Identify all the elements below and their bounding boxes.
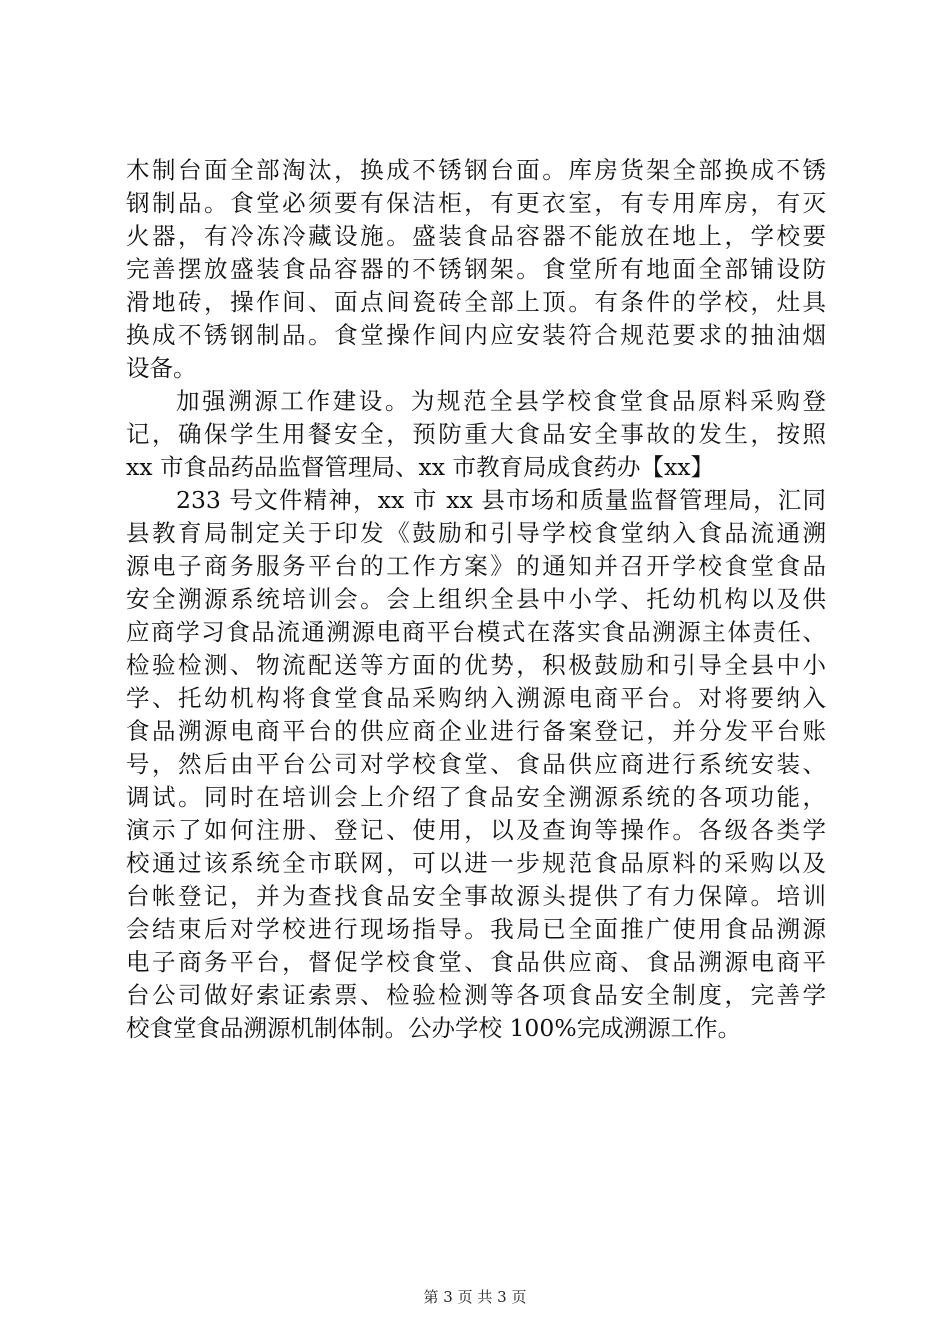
text-line: 加强溯源工作建设。为规范全县学校食堂食品原料采购登 bbox=[176, 387, 826, 415]
text-line: 换成不锈钢制品。食堂操作间内应安装符合规范要求的抽油烟 bbox=[126, 321, 826, 349]
text-line: 食品溯源电商平台的供应商企业进行备案登记，并分发平台账 bbox=[126, 717, 826, 745]
text-line: 会结束后对学校进行现场指导。我局已全面推广使用食品溯源 bbox=[126, 915, 826, 943]
text-line: 校食堂食品溯源机制体制。公办学校 100%完成溯源工作。 bbox=[126, 1014, 742, 1042]
text-line: 应商学习食品流通溯源电商平台模式在落实食品溯源主体责任、 bbox=[126, 618, 826, 646]
text-line: 检验检测、物流配送等方面的优势，积极鼓励和引导全县中小 bbox=[126, 651, 826, 679]
text-line: 完善摆放盛装食品容器的不锈钢架。食堂所有地面全部铺设防 bbox=[126, 255, 826, 283]
text-line: 调试。同时在培训会上介绍了食品安全溯源系统的各项功能， bbox=[126, 783, 826, 811]
text-line: xx 市食品药品监督管理局、xx 市教育局成食药办【xx】 bbox=[126, 453, 714, 481]
page-footer: 第 3 页 共 3 页 bbox=[423, 1288, 527, 1306]
document-body bbox=[126, 154, 826, 1045]
text-line: 设备。 bbox=[126, 354, 197, 382]
text-line: 县教育局制定关于印发《鼓励和引导学校食堂纳入食品流通溯 bbox=[126, 519, 826, 547]
text-line: 学、托幼机构将食堂食品采购纳入溯源电商平台。对将要纳入 bbox=[126, 684, 826, 712]
text-line: 滑地砖，操作间、面点间瓷砖全部上顶。有条件的学校，灶具 bbox=[126, 288, 826, 316]
text-line: 233 号文件精神，xx 市 xx 县市场和质量监督管理局，汇同 bbox=[176, 486, 826, 514]
text-line: 记，确保学生用餐安全，预防重大食品安全事故的发生，按照 bbox=[126, 420, 826, 448]
text-line: 校通过该系统全市联网，可以进一步规范食品原料的采购以及 bbox=[126, 849, 826, 877]
text-line: 火器，有冷冻冷藏设施。盛装食品容器不能放在地上，学校要 bbox=[126, 222, 826, 250]
text-line: 安全溯源系统培训会。会上组织全县中小学、托幼机构以及供 bbox=[126, 585, 826, 613]
text-line: 号，然后由平台公司对学校食堂、食品供应商进行系统安装、 bbox=[126, 750, 826, 778]
text-line: 木制台面全部淘汰，换成不锈钢台面。库房货架全部换成不锈 bbox=[126, 156, 826, 184]
text-line: 钢制品。食堂必须要有保洁柜，有更衣室，有专用库房，有灭 bbox=[126, 189, 826, 217]
text-line: 台帐登记，并为查找食品安全事故源头提供了有力保障。培训 bbox=[126, 882, 826, 910]
text-line: 源电子商务服务平台的工作方案》的通知并召开学校食堂食品 bbox=[126, 552, 826, 580]
text-line: 演示了如何注册、登记、使用，以及查询等操作。各级各类学 bbox=[126, 816, 826, 844]
text-line: 电子商务平台，督促学校食堂、食品供应商、食品溯源电商平 bbox=[126, 948, 826, 976]
text-line: 台公司做好索证索票、检验检测等各项食品安全制度，完善学 bbox=[126, 981, 826, 1009]
